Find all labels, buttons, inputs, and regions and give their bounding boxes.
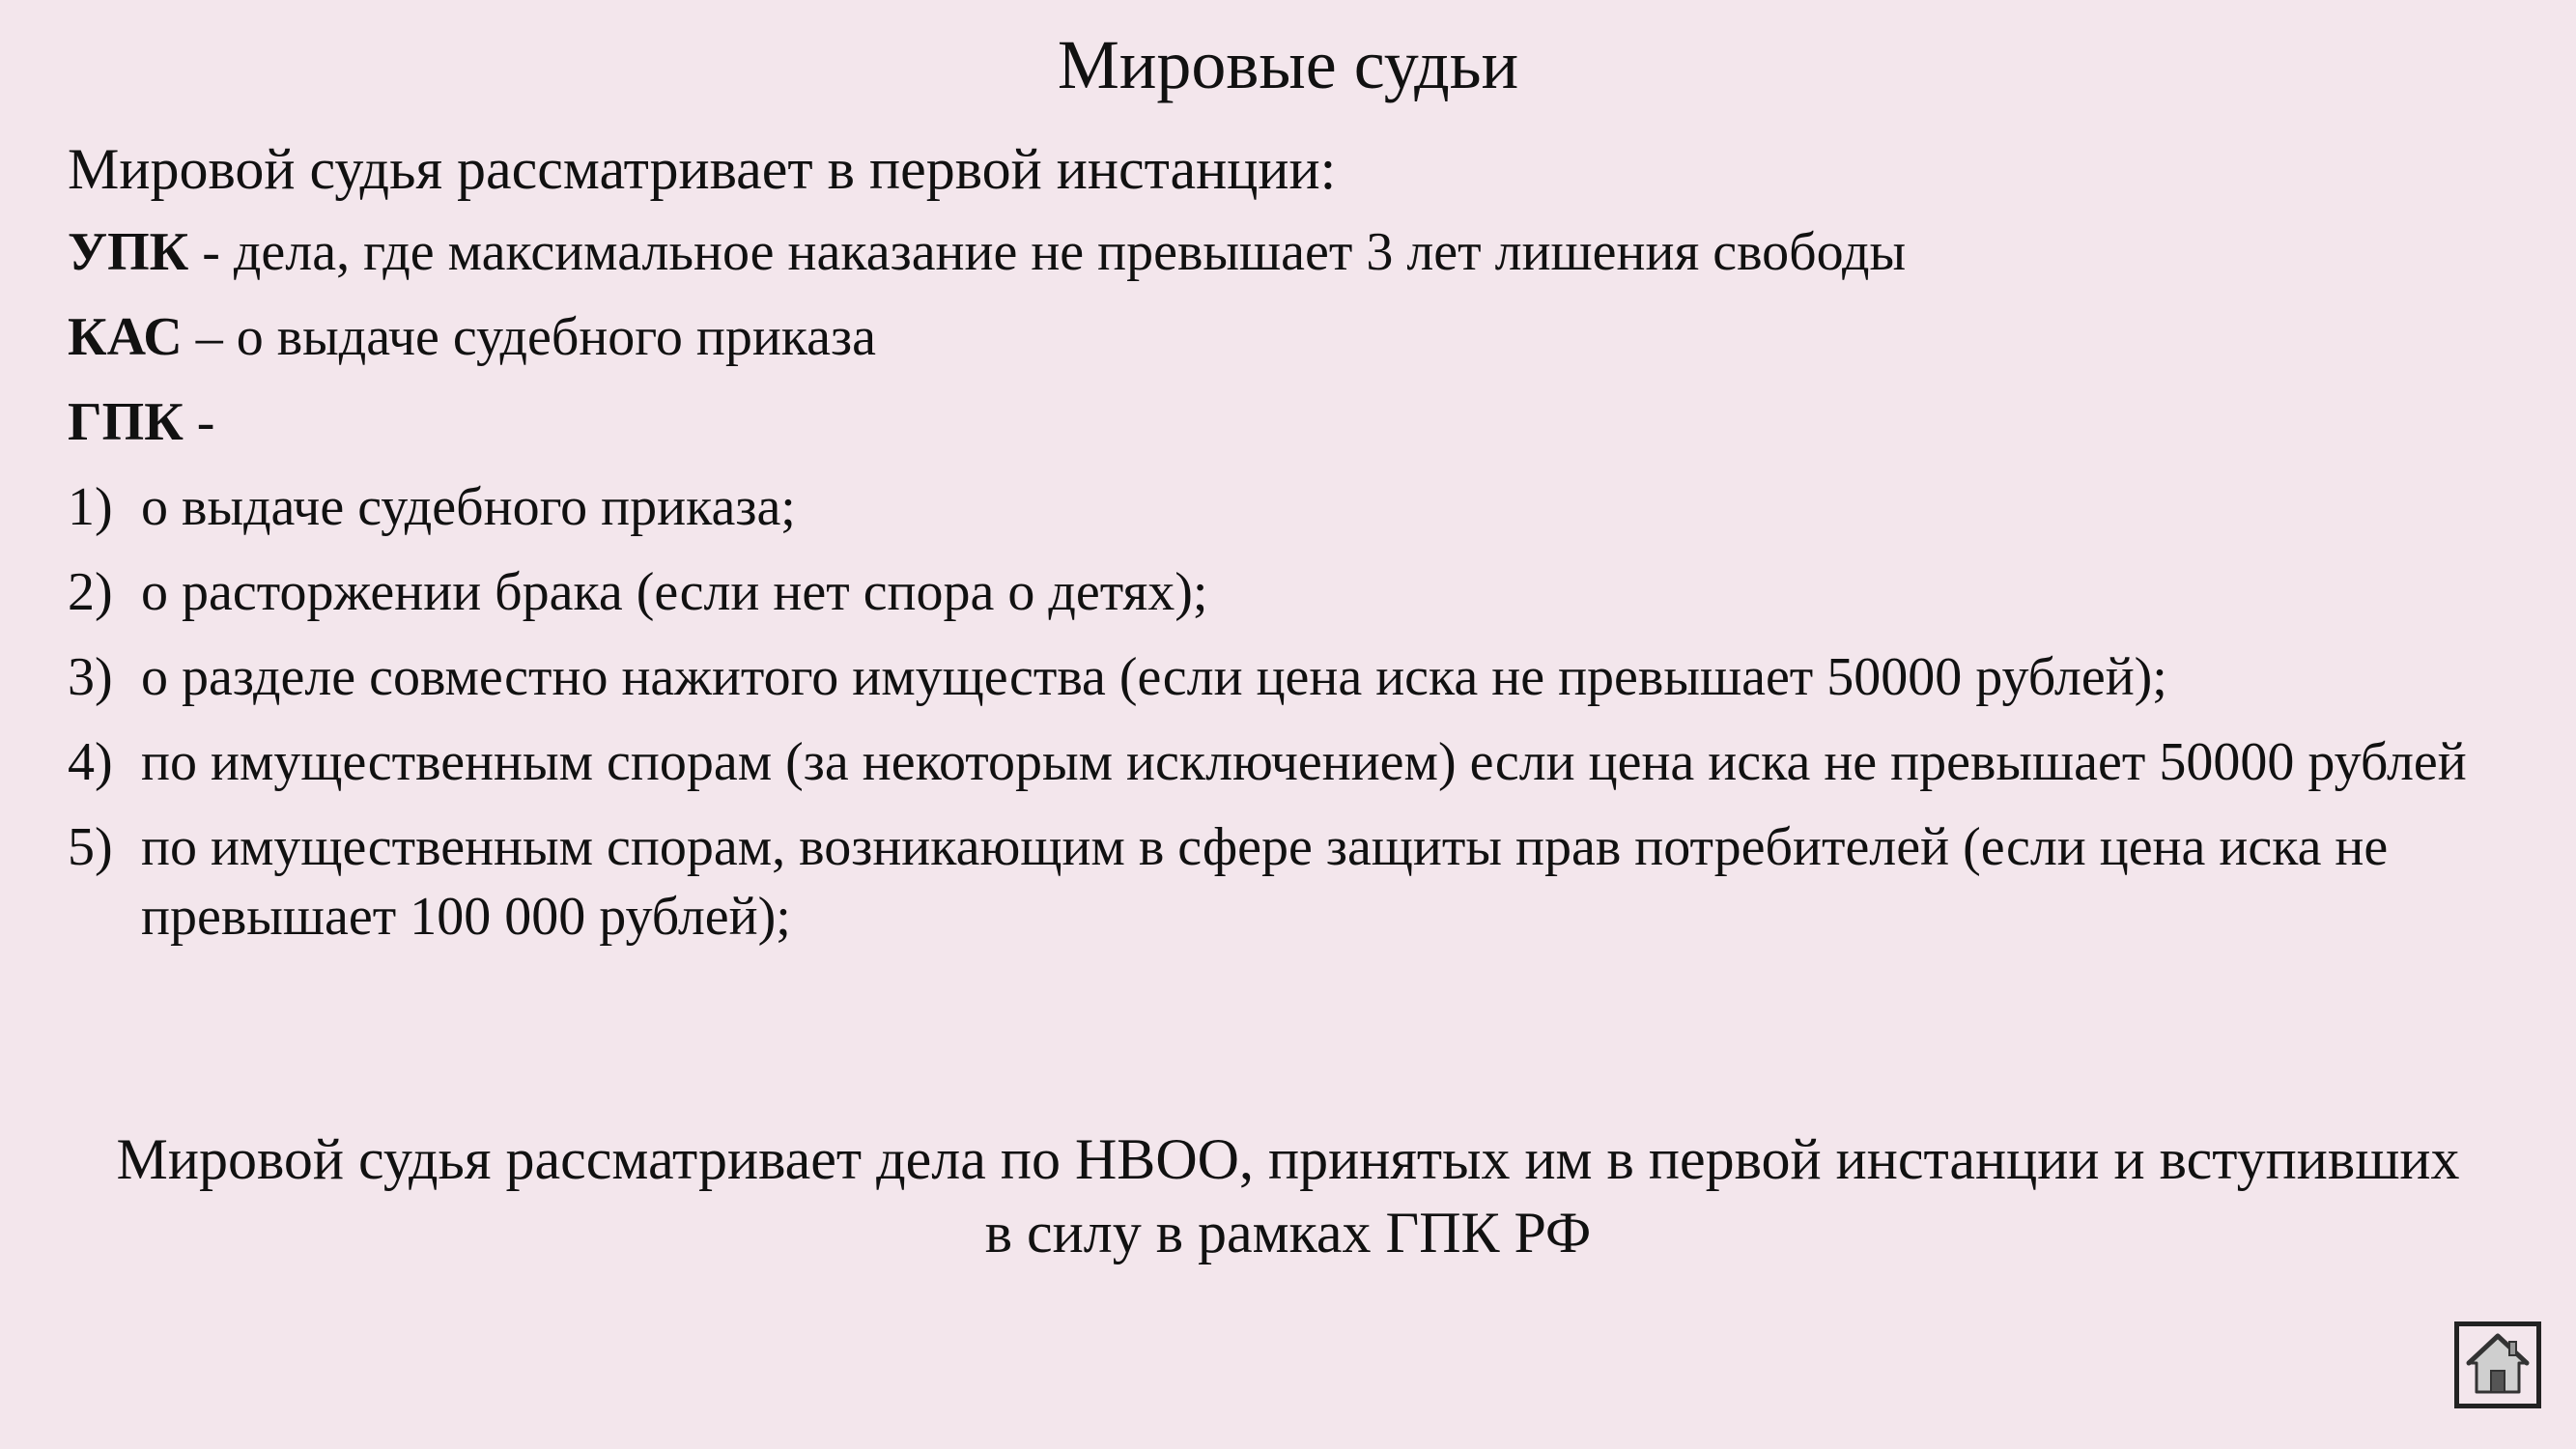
conclusion-text: Мировой судья рассматривает дела по НВОО, принятых им в первой инстанции и вступивших в силу в рамках ГПК РФ bbox=[116, 1127, 2460, 1264]
list-text: о расторжении брака (если нет спора о детях); bbox=[141, 562, 1208, 622]
list-item bbox=[68, 812, 2521, 952]
code-abbr: ГПК bbox=[68, 392, 184, 452]
gpk-list bbox=[68, 472, 2521, 952]
list-text: по имущественным спорам, возникающим в сфере защиты прав потребителей (если цена иска не превышает 100 000 рублей); bbox=[141, 817, 2389, 947]
code-text: - bbox=[183, 392, 215, 452]
list-item bbox=[68, 557, 2521, 627]
list-number: 1) bbox=[68, 477, 113, 537]
code-text: – о выдаче судебного приказа bbox=[182, 307, 876, 367]
code-line-upk bbox=[68, 217, 2521, 287]
list-item bbox=[68, 642, 2521, 712]
list-text: о выдаче судебного приказа; bbox=[141, 477, 796, 537]
home-button[interactable] bbox=[2454, 1321, 2541, 1408]
home-icon bbox=[2459, 1326, 2536, 1404]
list-text: по имущественным спорам (за некоторым исключением) если цена иска не превышает 50000 рублей bbox=[141, 732, 2467, 792]
code-line-gpk bbox=[68, 387, 2521, 457]
list-number: 4) bbox=[68, 732, 113, 792]
code-line-kas bbox=[68, 302, 2521, 372]
code-text: - дела, где максимальное наказание не превышает 3 лет лишения свободы bbox=[188, 222, 1907, 282]
list-number: 5) bbox=[68, 817, 113, 877]
intro-text: Мировой судья рассматривает в первой инстанции: bbox=[68, 137, 1337, 201]
list-item bbox=[68, 727, 2521, 797]
list-item bbox=[68, 472, 2521, 542]
list-number: 2) bbox=[68, 562, 113, 622]
list-number: 3) bbox=[68, 647, 113, 707]
slide-title: Мировые судьи bbox=[1057, 26, 1519, 103]
code-abbr: УПК bbox=[68, 222, 189, 282]
list-text: о разделе совместно нажитого имущества (если цена иска не превышает 50000 рублей); bbox=[141, 647, 2167, 707]
slide-content bbox=[68, 130, 2521, 967]
code-abbr: КАС bbox=[68, 307, 183, 367]
